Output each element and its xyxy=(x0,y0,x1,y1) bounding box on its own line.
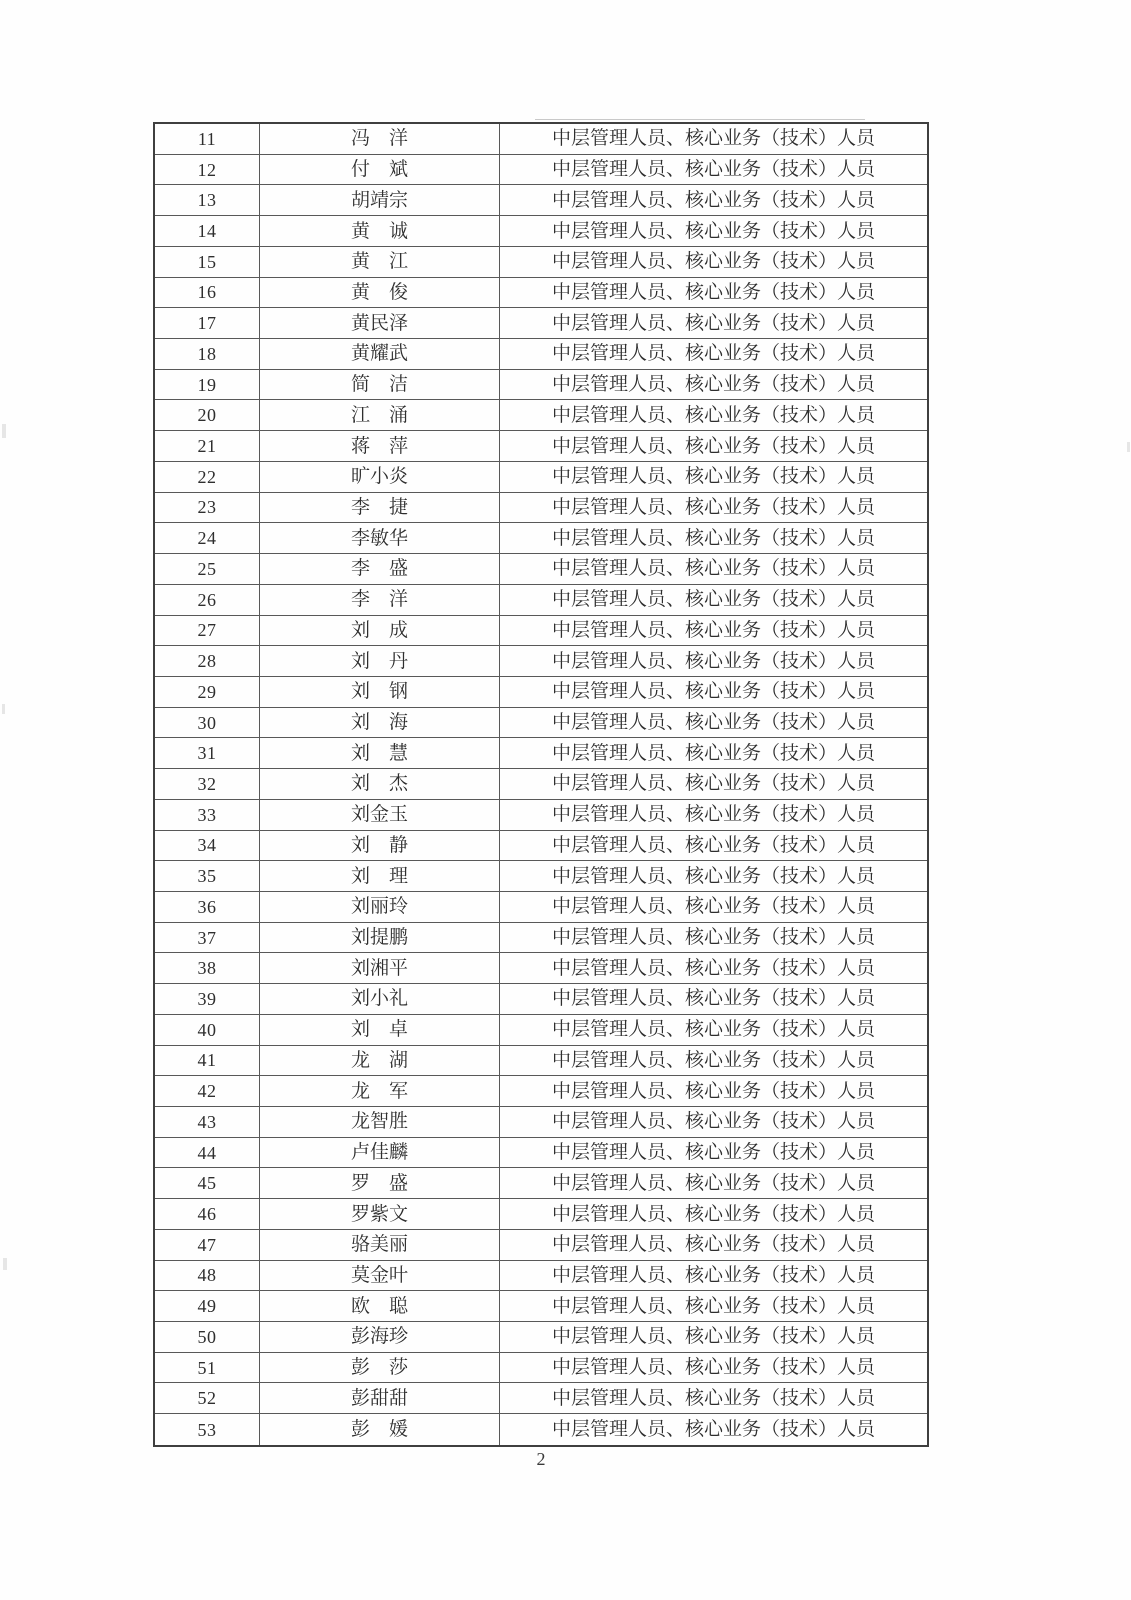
name-cell: 刘湘平 xyxy=(260,953,500,983)
category-cell: 中层管理人员、核心业务（技术）人员 xyxy=(551,865,875,887)
row-number-cell: 35 xyxy=(155,861,260,891)
row-number-cell: 42 xyxy=(155,1076,260,1106)
table-row xyxy=(155,370,927,401)
table-row xyxy=(155,339,927,370)
row-number-cell: 32 xyxy=(155,769,260,799)
category-cell: 中层管理人员、核心业务（技术）人员 xyxy=(551,1142,875,1164)
row-number-cell: 15 xyxy=(155,247,260,277)
row-number-cell: 26 xyxy=(155,585,260,615)
name-cell: 刘 卓 xyxy=(260,1015,500,1045)
name-cell: 黄 俊 xyxy=(260,278,500,308)
category-cell: 中层管理人员、核心业务（技术）人员 xyxy=(551,804,875,826)
row-number-cell: 13 xyxy=(155,185,260,215)
name-cell: 莫金叶 xyxy=(260,1261,500,1291)
name-cell: 罗紫文 xyxy=(260,1199,500,1229)
table-row xyxy=(155,800,927,831)
category-cell: 中层管理人员、核心业务（技术）人员 xyxy=(551,374,875,396)
row-number-cell: 45 xyxy=(155,1168,260,1198)
name-cell: 刘 理 xyxy=(260,861,500,891)
category-cell: 中层管理人员、核心业务（技术）人员 xyxy=(551,712,875,734)
row-number-cell: 36 xyxy=(155,892,260,922)
table-row xyxy=(155,646,927,677)
category-cell: 中层管理人员、核心业务（技术）人员 xyxy=(551,128,875,150)
table-row xyxy=(155,1291,927,1322)
row-number-cell: 30 xyxy=(155,708,260,738)
name-cell: 李 盛 xyxy=(260,554,500,584)
row-number-cell: 33 xyxy=(155,800,260,830)
table-row xyxy=(155,185,927,216)
table-row xyxy=(155,861,927,892)
row-number-cell: 17 xyxy=(155,308,260,338)
table-row xyxy=(155,1383,927,1414)
name-cell: 刘 丹 xyxy=(260,646,500,676)
name-cell: 卢佳麟 xyxy=(260,1138,500,1168)
name-cell: 蒋 萍 xyxy=(260,431,500,461)
row-number-cell: 31 xyxy=(155,738,260,768)
table-row xyxy=(155,677,927,708)
category-cell: 中层管理人员、核心业务（技术）人员 xyxy=(551,1172,875,1194)
row-number-cell: 25 xyxy=(155,554,260,584)
page-number: 2 xyxy=(536,1449,546,1469)
category-cell: 中层管理人员、核心业务（技术）人员 xyxy=(551,220,875,242)
table-row xyxy=(155,278,927,309)
category-cell: 中层管理人员、核心业务（技术）人员 xyxy=(551,1419,875,1441)
row-number-cell: 18 xyxy=(155,339,260,369)
category-cell: 中层管理人员、核心业务（技术）人员 xyxy=(551,343,875,365)
name-cell: 彭海珍 xyxy=(260,1322,500,1352)
name-cell: 刘 成 xyxy=(260,616,500,646)
category-cell: 中层管理人员、核心业务（技术）人员 xyxy=(551,896,875,918)
table-row xyxy=(155,493,927,524)
row-number-cell: 46 xyxy=(155,1199,260,1229)
table-row xyxy=(155,1322,927,1353)
name-cell: 黄民泽 xyxy=(260,308,500,338)
name-cell: 黄 江 xyxy=(260,247,500,277)
category-cell: 中层管理人员、核心业务（技术）人员 xyxy=(551,1019,875,1041)
category-cell: 中层管理人员、核心业务（技术）人员 xyxy=(551,435,875,457)
category-cell: 中层管理人员、核心业务（技术）人员 xyxy=(551,281,875,303)
table-row xyxy=(155,1015,927,1046)
row-number-cell: 48 xyxy=(155,1261,260,1291)
row-number-cell: 29 xyxy=(155,677,260,707)
category-cell: 中层管理人员、核心业务（技术）人员 xyxy=(551,312,875,334)
table-row xyxy=(155,1261,927,1292)
row-number-cell: 40 xyxy=(155,1015,260,1045)
table-row xyxy=(155,769,927,800)
name-cell: 李 洋 xyxy=(260,585,500,615)
category-cell: 中层管理人员、核心业务（技术）人员 xyxy=(551,1387,875,1409)
row-number-cell: 23 xyxy=(155,493,260,523)
row-number-cell: 34 xyxy=(155,831,260,861)
name-cell: 刘 钢 xyxy=(260,677,500,707)
category-cell: 中层管理人员、核心业务（技术）人员 xyxy=(551,988,875,1010)
row-number-cell: 27 xyxy=(155,616,260,646)
category-cell: 中层管理人员、核心业务（技术）人员 xyxy=(551,1080,875,1102)
table-row xyxy=(155,247,927,278)
category-cell: 中层管理人员、核心业务（技术）人员 xyxy=(551,1326,875,1348)
category-cell: 中层管理人员、核心业务（技术）人员 xyxy=(551,773,875,795)
table-row xyxy=(155,984,927,1015)
scan-artifact xyxy=(2,424,6,438)
personnel-table xyxy=(153,122,929,1447)
name-cell: 黄耀武 xyxy=(260,339,500,369)
name-cell: 旷小炎 xyxy=(260,462,500,492)
row-number-cell: 44 xyxy=(155,1138,260,1168)
name-cell: 龙智胜 xyxy=(260,1107,500,1137)
category-cell: 中层管理人员、核心业务（技术）人员 xyxy=(551,1111,875,1133)
table-row xyxy=(155,431,927,462)
category-cell: 中层管理人员、核心业务（技术）人员 xyxy=(551,681,875,703)
name-cell: 罗 盛 xyxy=(260,1168,500,1198)
category-cell: 中层管理人员、核心业务（技术）人员 xyxy=(551,1264,875,1286)
table-row xyxy=(155,738,927,769)
table-row xyxy=(155,953,927,984)
row-number-cell: 28 xyxy=(155,646,260,676)
table-row xyxy=(155,1414,927,1445)
name-cell: 刘 慧 xyxy=(260,738,500,768)
category-cell: 中层管理人员、核心业务（技术）人员 xyxy=(551,742,875,764)
category-cell: 中层管理人员、核心业务（技术）人员 xyxy=(551,1295,875,1317)
table-row xyxy=(155,124,927,155)
category-cell: 中层管理人员、核心业务（技术）人员 xyxy=(551,1357,875,1379)
row-number-cell: 39 xyxy=(155,984,260,1014)
name-cell: 黄 诚 xyxy=(260,216,500,246)
row-number-cell: 52 xyxy=(155,1383,260,1413)
name-cell: 刘小礼 xyxy=(260,984,500,1014)
name-cell: 龙 湖 xyxy=(260,1046,500,1076)
category-cell: 中层管理人员、核心业务（技术）人员 xyxy=(551,834,875,856)
category-cell: 中层管理人员、核心业务（技术）人员 xyxy=(551,1203,875,1225)
name-cell: 刘金玉 xyxy=(260,800,500,830)
name-cell: 李敏华 xyxy=(260,523,500,553)
category-cell: 中层管理人员、核心业务（技术）人员 xyxy=(551,496,875,518)
name-cell: 胡靖宗 xyxy=(260,185,500,215)
name-cell: 简 洁 xyxy=(260,370,500,400)
category-cell: 中层管理人员、核心业务（技术）人员 xyxy=(551,957,875,979)
name-cell: 冯 洋 xyxy=(260,124,500,154)
category-cell: 中层管理人员、核心业务（技术）人员 xyxy=(551,927,875,949)
name-cell: 李 捷 xyxy=(260,493,500,523)
row-number-cell: 21 xyxy=(155,431,260,461)
row-number-cell: 43 xyxy=(155,1107,260,1137)
category-cell: 中层管理人员、核心业务（技术）人员 xyxy=(551,589,875,611)
table-row xyxy=(155,1138,927,1169)
table-row xyxy=(155,1107,927,1138)
row-number-cell: 51 xyxy=(155,1353,260,1383)
category-cell: 中层管理人员、核心业务（技术）人员 xyxy=(551,1234,875,1256)
category-cell: 中层管理人员、核心业务（技术）人员 xyxy=(551,189,875,211)
name-cell: 江 涌 xyxy=(260,400,500,430)
table-row xyxy=(155,831,927,862)
name-cell: 龙 军 xyxy=(260,1076,500,1106)
row-number-cell: 41 xyxy=(155,1046,260,1076)
category-cell: 中层管理人员、核心业务（技术）人员 xyxy=(551,466,875,488)
table-row xyxy=(155,708,927,739)
name-cell: 刘 静 xyxy=(260,831,500,861)
name-cell: 欧 聪 xyxy=(260,1291,500,1321)
table-row xyxy=(155,1199,927,1230)
table-row xyxy=(155,216,927,247)
name-cell: 彭 莎 xyxy=(260,1353,500,1383)
table-row xyxy=(155,1230,927,1261)
category-cell: 中层管理人员、核心业务（技术）人员 xyxy=(551,650,875,672)
row-number-cell: 24 xyxy=(155,523,260,553)
scan-artifact xyxy=(3,1258,7,1270)
row-number-cell: 20 xyxy=(155,400,260,430)
row-number-cell: 22 xyxy=(155,462,260,492)
name-cell: 刘 杰 xyxy=(260,769,500,799)
row-number-cell: 16 xyxy=(155,278,260,308)
name-cell: 骆美丽 xyxy=(260,1230,500,1260)
table-row xyxy=(155,1168,927,1199)
table-row xyxy=(155,554,927,585)
name-cell: 刘 海 xyxy=(260,708,500,738)
table-row xyxy=(155,616,927,647)
category-cell: 中层管理人员、核心业务（技术）人员 xyxy=(551,404,875,426)
row-number-cell: 50 xyxy=(155,1322,260,1352)
category-cell: 中层管理人员、核心业务（技术）人员 xyxy=(551,1049,875,1071)
row-number-cell: 11 xyxy=(155,124,260,154)
category-cell: 中层管理人员、核心业务（技术）人员 xyxy=(551,527,875,549)
row-number-cell: 37 xyxy=(155,923,260,953)
table-row xyxy=(155,585,927,616)
row-number-cell: 12 xyxy=(155,155,260,185)
row-number-cell: 38 xyxy=(155,953,260,983)
category-cell: 中层管理人员、核心业务（技术）人员 xyxy=(551,558,875,580)
table-row xyxy=(155,462,927,493)
table-row xyxy=(155,400,927,431)
row-number-cell: 53 xyxy=(155,1414,260,1445)
scan-artifact xyxy=(2,704,5,714)
row-number-cell: 14 xyxy=(155,216,260,246)
table-row xyxy=(155,523,927,554)
category-cell: 中层管理人员、核心业务（技术）人员 xyxy=(551,251,875,273)
row-number-cell: 47 xyxy=(155,1230,260,1260)
row-number-cell: 49 xyxy=(155,1291,260,1321)
table-row xyxy=(155,892,927,923)
scan-artifact xyxy=(1127,442,1130,452)
row-number-cell: 19 xyxy=(155,370,260,400)
table-row xyxy=(155,1353,927,1384)
table-row xyxy=(155,1046,927,1077)
name-cell: 付 斌 xyxy=(260,155,500,185)
name-cell: 彭甜甜 xyxy=(260,1383,500,1413)
name-cell: 刘丽玲 xyxy=(260,892,500,922)
table-row xyxy=(155,155,927,186)
table-row xyxy=(155,308,927,339)
table-row xyxy=(155,1076,927,1107)
category-cell: 中层管理人员、核心业务（技术）人员 xyxy=(551,159,875,181)
table-row xyxy=(155,923,927,954)
name-cell: 彭 媛 xyxy=(260,1414,500,1445)
name-cell: 刘提鹏 xyxy=(260,923,500,953)
category-cell: 中层管理人员、核心业务（技术）人员 xyxy=(551,619,875,641)
